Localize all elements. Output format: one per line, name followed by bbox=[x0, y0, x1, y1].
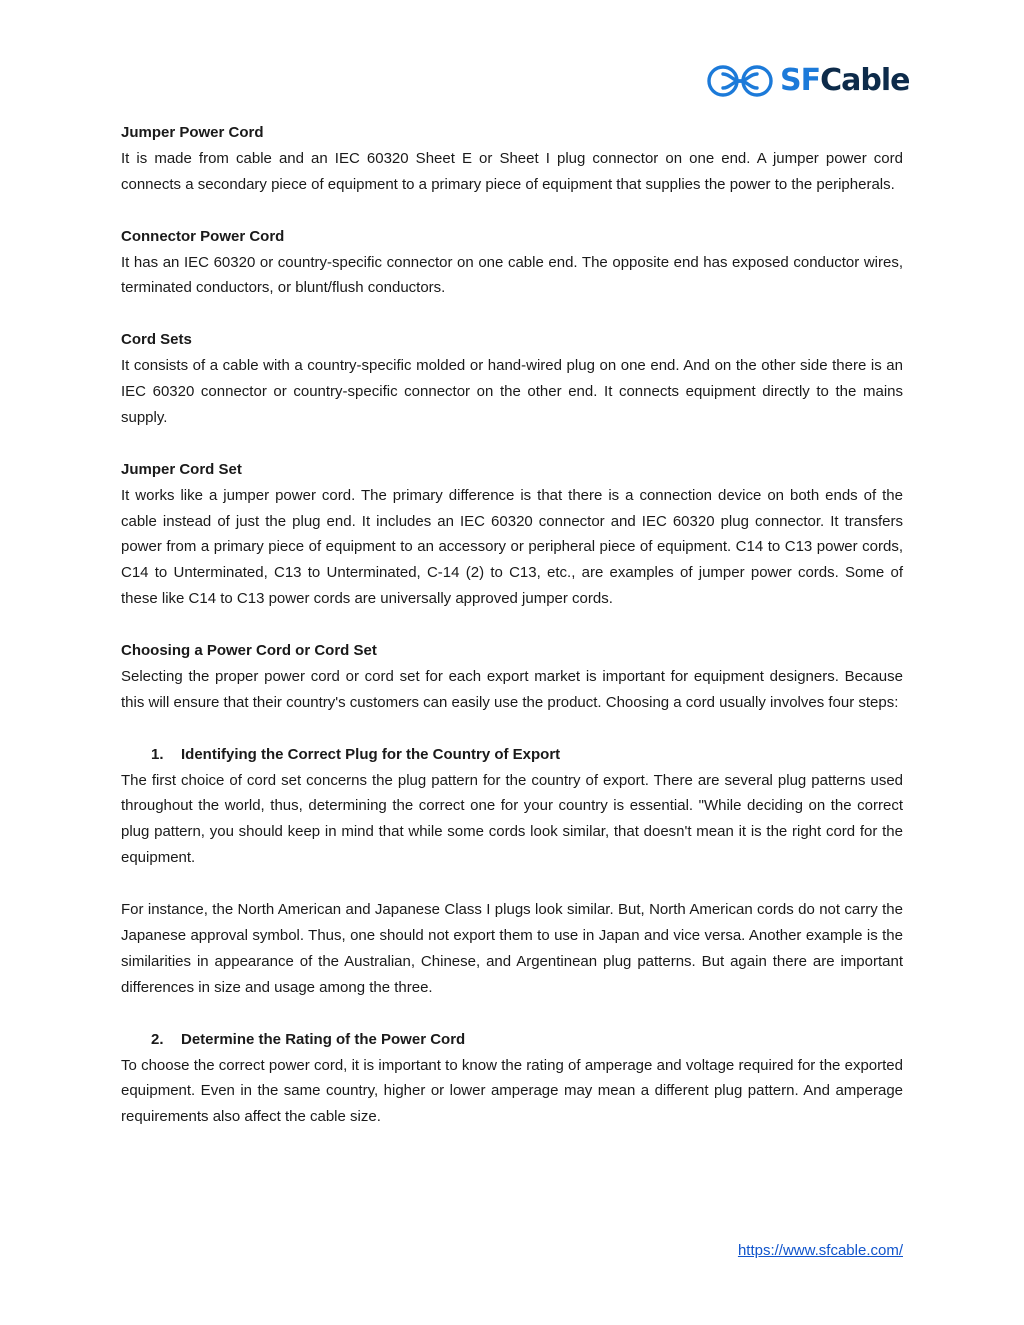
heading-cord-sets: Cord Sets bbox=[121, 331, 192, 349]
heading-choosing: Choosing a Power Cord or Cord Set bbox=[121, 642, 377, 660]
footer-website-link[interactable]: https://www.sfcable.com/ bbox=[737, 1242, 903, 1259]
paragraph-step-1-a: The first choice of cord set concerns the plug pattern for the country of export. There are several plug patterns used throughout the world, thus, determining the correct one for your country is essential. "While deciding on the correct plug pattern, you should keep in mind that while some cords look similar, that doesn't mean it is the right cord for the equipment. bbox=[121, 771, 903, 867]
spacer bbox=[121, 612, 903, 638]
sfcable-logo-icon bbox=[706, 61, 774, 101]
paragraph-jumper-power-cord: It is made from cable and an IEC 60320 Sheet E or Sheet I plug connector on one end. A jumper power cord connects a secondary piece of equipment to a primary piece of equipment that supplies the power to the peripherals. bbox=[121, 149, 903, 193]
paragraph-jumper-cord-set: It works like a jumper power cord. The primary difference is that there is a connection device on both ends of the cable instead of just the plug end. It includes an IEC 60320 connector and IEC 60320 plug connector. It transfers power from a primary piece of equipment to an accessory or peripheral piece of equipment. C14 to C13 power cords, C14 to Unterminated, C13 to Unterminated, C-14 (2) to C13, etc., are examples of jumper power cords. Some of these like C14 to C13 power cords are universally approved jumper cords. bbox=[121, 486, 903, 608]
paragraph-step-2: To choose the correct power cord, it is important to know the rating of amperage and voltage required for the exported equipment. Even in the same country, higher or lower amperage may mean a different plug pattern. And amperage requirements also affect the cable size. bbox=[121, 1056, 903, 1126]
step-1-number: 1. bbox=[151, 745, 164, 763]
step-1-title: Identifying the Correct Plug for the Country of Export bbox=[181, 745, 561, 763]
spacer bbox=[121, 198, 903, 224]
heading-jumper-cord-set: Jumper Cord Set bbox=[121, 460, 242, 478]
paragraph-choosing: Selecting the proper power cord or cord set for each export market is important for equipment designers. Because this will ensure that their country's customers can easily use the product. Choosing a cord usually involves four steps: bbox=[121, 667, 903, 711]
spacer bbox=[121, 1001, 903, 1027]
step-2-number: 2. bbox=[151, 1030, 164, 1048]
paragraph-connector-power-cord: It has an IEC 60320 or country-specific connector on one cable end. The opposite end has exposed conductor wires, terminated conductors, or blunt/flush conductors. bbox=[121, 253, 903, 297]
spacer bbox=[121, 871, 903, 897]
spacer bbox=[121, 301, 903, 327]
step-2-title: Determine the Rating of the Power Cord bbox=[181, 1030, 466, 1048]
heading-step-2 bbox=[121, 1027, 903, 1053]
heading-step-1 bbox=[121, 742, 903, 768]
paragraph-step-1-b: For instance, the North American and Japanese Class I plugs look similar. But, North American cords do not carry the Japanese approval symbol. Thus, one should not export them to use in Japan and vice versa. Another example is the similarities in appearance of the Australian, Chinese, and Argentinean plug patterns. But again there are important differences in size and usage among the three. bbox=[121, 901, 903, 996]
spacer bbox=[121, 431, 903, 457]
sfcable-logo bbox=[706, 60, 909, 102]
spacer bbox=[121, 716, 903, 742]
paragraph-cord-sets: It consists of a cable with a country-specific molded or hand-wired plug on one end. And on the other side there is an IEC 60320 connector or country-specific connector on the other end. It connects equipment directly to the mains supply. bbox=[121, 357, 903, 426]
document-body bbox=[121, 120, 903, 1130]
logo-cable-text: Cable bbox=[820, 63, 910, 98]
logo-wordmark bbox=[780, 60, 909, 102]
heading-connector-power-cord: Connector Power Cord bbox=[121, 227, 285, 245]
heading-jumper-power-cord: Jumper Power Cord bbox=[121, 124, 264, 141]
logo-sf-text: SF bbox=[780, 63, 821, 98]
